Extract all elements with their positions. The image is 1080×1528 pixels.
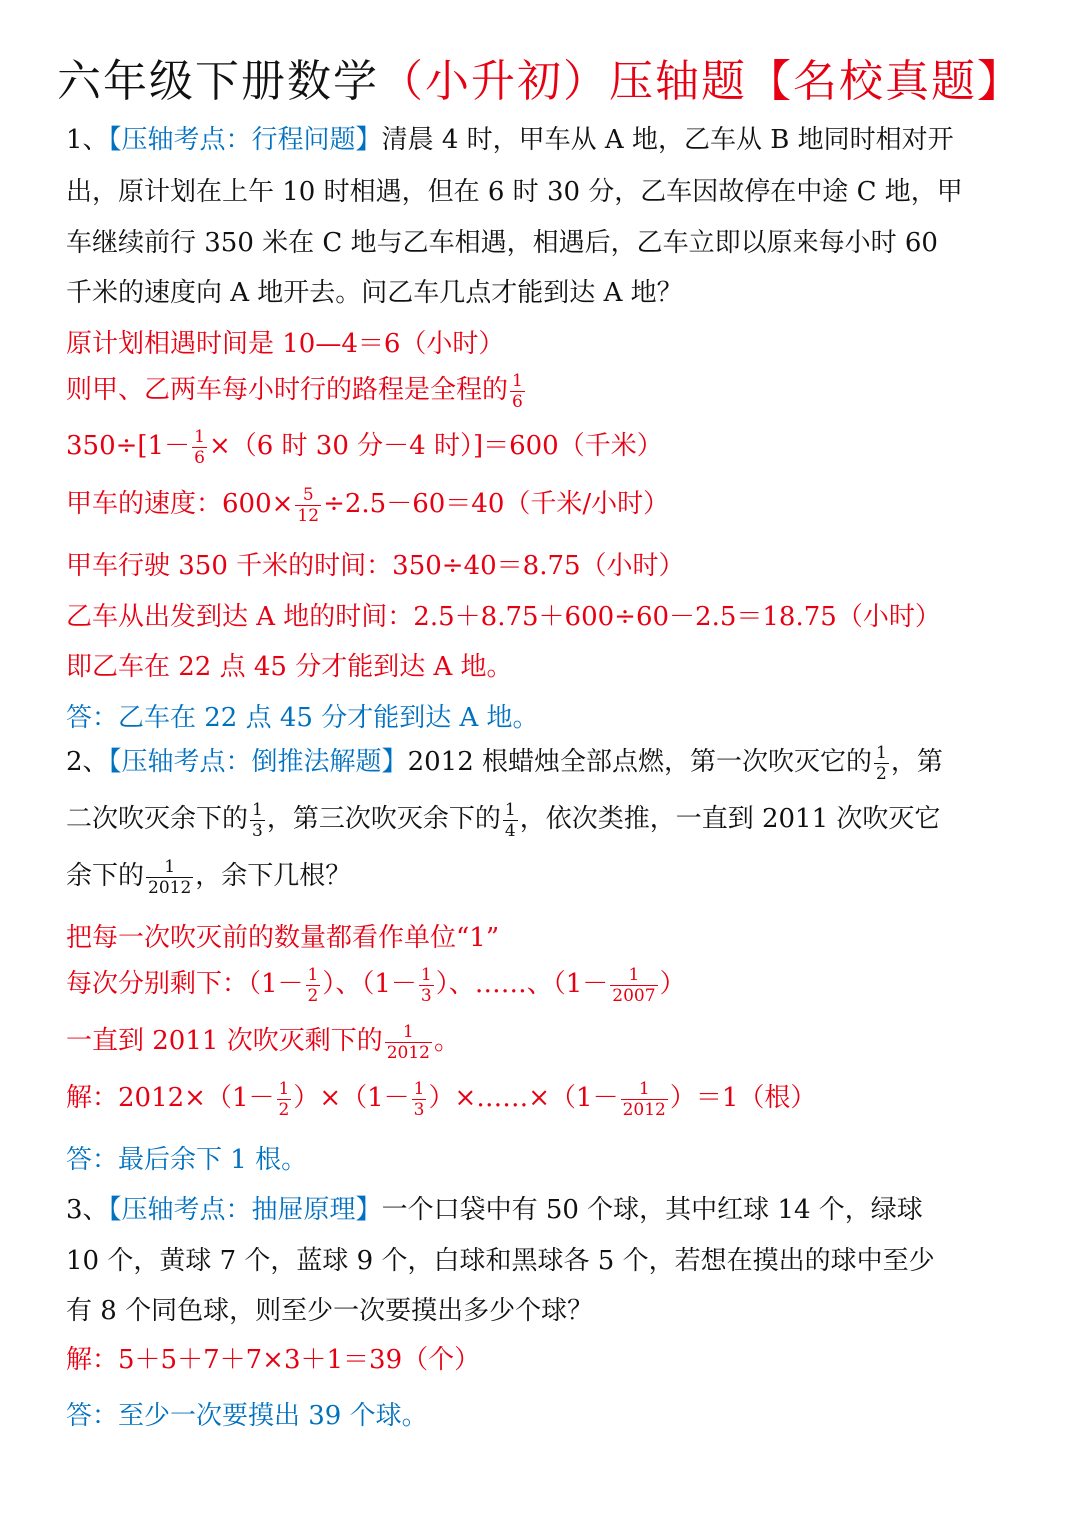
denominator: 3 [413, 1099, 425, 1120]
page-title [0, 52, 1080, 112]
problem2-solution-line1: 把每一次吹灭前的数量都看作单位“1” [66, 923, 500, 953]
problem1-solution-line6: 乙车从出发到达 A 地的时间：2.5＋8.75＋600÷60－2.5＝18.75（小时） [66, 602, 941, 632]
numerator: 1 [194, 426, 205, 447]
solution-text: 则甲、乙两车每小时行的路程是全程的 [66, 375, 509, 405]
problem1-solution-line1: 原计划相遇时间是 10—4＝6（小时） [66, 329, 505, 359]
problem2-text: ，第三次吹灭余下的 [266, 804, 501, 834]
fraction [503, 800, 518, 841]
numerator: 1 [402, 1021, 414, 1042]
problem3-answer: 答：至少一次要摸出 39 个球。 [66, 1401, 428, 1431]
denominator: 2012 [386, 1042, 430, 1063]
numerator: 1 [252, 799, 263, 820]
solution-text: ） [659, 969, 686, 999]
problem2-line1 [66, 740, 943, 784]
numerator: 1 [164, 856, 176, 877]
problem3-text: 一个口袋中有 50 个球，其中红球 14 个，绿球 [381, 1195, 923, 1225]
fraction [192, 427, 207, 468]
problem2-line2 [66, 797, 940, 841]
solution-text: ）×……×（1－ [428, 1083, 619, 1113]
solution-text: ×（6 时 30 分－4 时）]＝600（千米） [208, 431, 663, 461]
solution-text: 甲车的速度：600× [66, 489, 294, 519]
solution-text: 解：2012×（1－ [66, 1083, 275, 1113]
problem2-answer: 答：最后余下 1 根。 [66, 1145, 308, 1175]
problem1-solution-line7: 即乙车在 22 点 45 分才能到达 A 地。 [66, 652, 513, 682]
problem3-line1 [66, 1188, 923, 1232]
problem1-solution-line4 [66, 482, 669, 526]
denominator: 2012 [622, 1099, 666, 1120]
solution-text: ）＝1（根） [669, 1083, 817, 1113]
problem1-answer: 答：乙车在 22 点 45 分才能到达 A 地。 [66, 703, 539, 733]
denominator: 2007 [612, 985, 656, 1006]
problem3-solution: 解：5＋5＋7＋7×3＋1＝39（个） [66, 1345, 481, 1375]
denominator: 12 [297, 505, 320, 526]
denominator: 6 [512, 391, 523, 412]
problem1-line4: 千米的速度向 A 地开去。问乙车几点才能到达 A 地？ [66, 278, 683, 308]
numerator: 1 [628, 964, 640, 985]
fraction [250, 800, 265, 841]
solution-text: 每次分别剩下：（1－ [66, 969, 304, 999]
problem1-solution-line3 [66, 424, 663, 468]
problem1-line2: 出，原计划在上午 10 时相遇，但在 6 时 30 分，乙车因故停在中途 C 地，甲 [66, 177, 963, 207]
numerator: 1 [307, 964, 319, 985]
denominator: 2 [876, 763, 887, 784]
solution-text: 一直到 2011 次吹灭剩下的 [66, 1026, 383, 1056]
problem2-solution-line3 [66, 1019, 460, 1063]
denominator: 2012 [148, 877, 192, 898]
denominator: 6 [194, 447, 205, 468]
problem2-text: ，余下几根？ [195, 861, 352, 891]
problem2-solution-line2 [66, 962, 686, 1006]
fraction [621, 1079, 668, 1120]
solution-text: 350÷[1－ [66, 431, 191, 461]
solution-text: ）×（1－ [293, 1083, 410, 1113]
problem2-text: ，第 [890, 747, 943, 777]
solution-text: ÷2.5－60＝40（千米/小时） [323, 489, 670, 519]
problem2-line3 [66, 854, 351, 898]
problem1-number: 1、 [66, 125, 109, 155]
numerator: 1 [504, 799, 516, 820]
title-grade: 六年级下册数学 [57, 56, 379, 107]
problem1-line1 [66, 118, 954, 162]
numerator: 1 [638, 1078, 650, 1099]
fraction [306, 965, 321, 1006]
numerator: 1 [420, 964, 432, 985]
solution-text: ）、……、（1－ [435, 969, 609, 999]
problem2-text: ，依次类推，一直到 2011 次吹灭它 [519, 804, 941, 834]
numerator: 1 [413, 1078, 425, 1099]
numerator: 5 [302, 484, 314, 505]
fraction [419, 965, 434, 1006]
problem2-number: 2、 [66, 747, 109, 777]
solution-text: 。 [433, 1026, 460, 1056]
fraction [610, 965, 657, 1006]
fraction [146, 857, 193, 898]
title-topic: （小升初）压轴题【名校真题】 [379, 56, 1023, 107]
problem3-number: 3、 [66, 1195, 109, 1225]
denominator: 2 [278, 1099, 290, 1120]
numerator: 1 [512, 370, 523, 391]
problem1-tag: 【压轴考点：行程问题】 [108, 125, 382, 155]
fraction [874, 743, 889, 784]
numerator: 1 [278, 1078, 290, 1099]
numerator: 1 [876, 742, 887, 763]
denominator: 4 [504, 820, 516, 841]
fraction [385, 1022, 432, 1063]
problem1-solution-line2 [66, 368, 527, 412]
problem2-tag: 【压轴考点：倒推法解题】 [108, 747, 408, 777]
problem3-tag: 【压轴考点：抽屉原理】 [108, 1195, 382, 1225]
fraction [510, 371, 525, 412]
fraction [295, 485, 321, 526]
problem1-text: 清晨 4 时，甲车从 A 地，乙车从 B 地同时相对开 [381, 125, 954, 155]
denominator: 3 [420, 985, 432, 1006]
problem3-line2: 10 个，黄球 7 个，蓝球 9 个，白球和黑球各 5 个，若想在摸出的球中至少 [66, 1246, 935, 1276]
problem1-solution-line5: 甲车行驶 350 千米的时间：350÷40＝8.75（小时） [66, 551, 685, 581]
problem3-line3: 有 8 个同色球，则至少一次要摸出多少个球？ [66, 1296, 594, 1326]
fraction [412, 1079, 427, 1120]
problem2-text: 余下的 [66, 861, 145, 891]
problem1-line3: 车继续前行 350 米在 C 地与乙车相遇，相遇后，乙车立即以原来每小时 60 [66, 228, 938, 258]
problem2-text: 二次吹灭余下的 [66, 804, 249, 834]
fraction [277, 1079, 292, 1120]
problem2-text: 2012 根蜡烛全部点燃，第一次吹灭它的 [407, 747, 872, 777]
problem2-solution-line4 [66, 1076, 816, 1120]
denominator: 2 [307, 985, 319, 1006]
solution-text: ）、（1－ [322, 969, 417, 999]
denominator: 3 [252, 820, 263, 841]
